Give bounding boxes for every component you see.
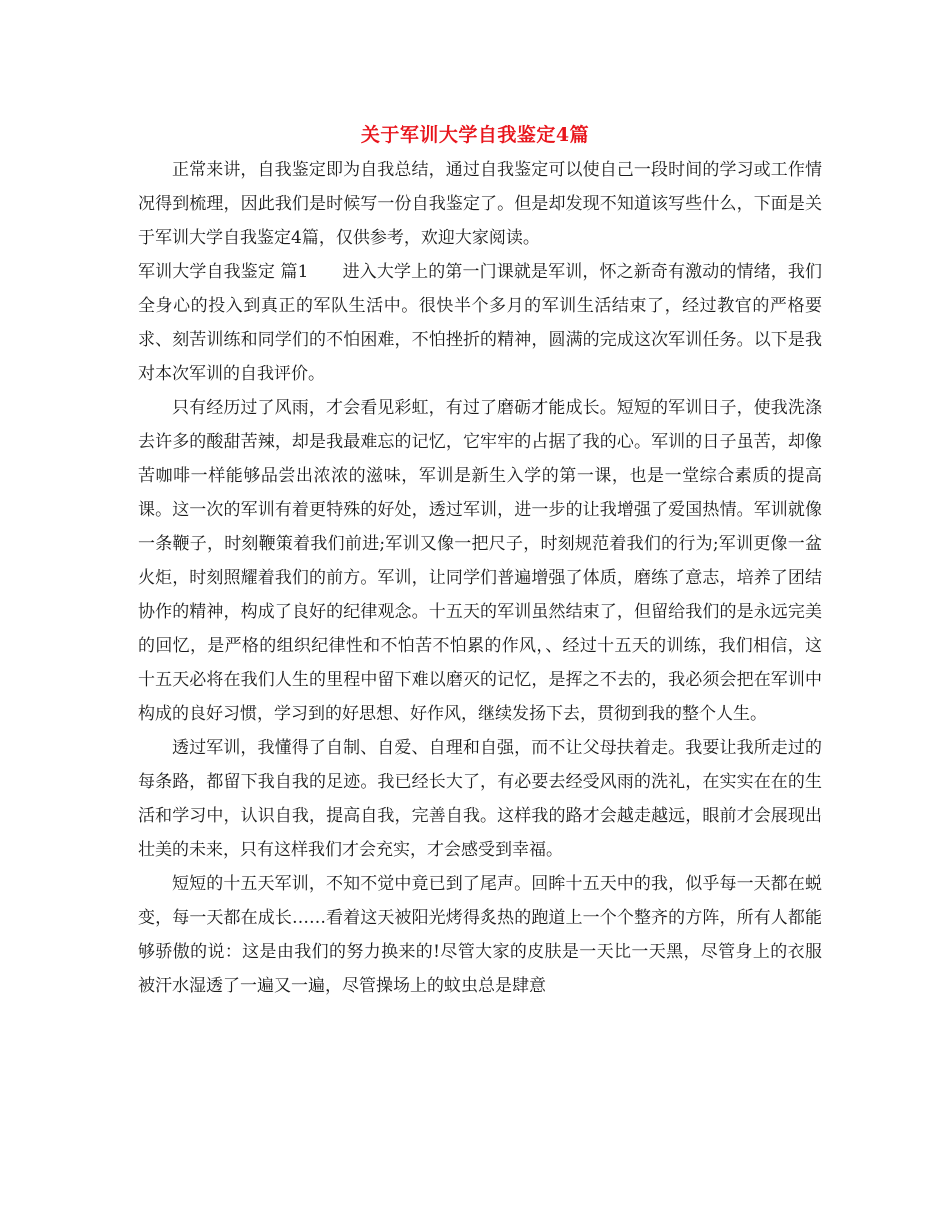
body-paragraph-2: 只有经历过了风雨，才会看见彩虹，有过了磨砺才能成长。短短的军训日子，使我洗涤去许多的酸甜苦辣，却是我最难忘的记忆，它牢牢的占据了我的心。军训的日子虽苦，却像苦咖啡一样能够品尝出浓浓的滋味，军训是新生入学的第一课，也是一堂综合素质的提高课。这一次的军训有着更特殊的好处，透过军训，进一步的让我增强了爱国热情。军训就像一条鞭子，时刻鞭策着我们前进;军训又像一把尺子，时刻规范着我们的行为;军训更像一盆火炬，时刻照耀着我们的前方。军训，让同学们普遍增强了体质，磨练了意志，培养了团结协作的精神，构成了良好的纪律观念。十五天的军训虽然结束了，但留给我们的是永远完美的回忆，是严格的组织纪律性和不怕苦不怕累的作风，、经过十五天的训练，我们相信，这十五天必将在我们人生的里程中留下难以磨灭的记忆，是挥之不去的，我必须会把在军训中构成的良好习惯，学习到的好思想、好作风，继续发扬下去，贯彻到我的整个人生。 — [138, 398, 822, 724]
document-title: 关于军训大学自我鉴定4篇 — [360, 124, 590, 146]
document-body — [138, 153, 822, 1003]
intro-paragraph: 正常来讲，自我鉴定即为自我总结，通过自我鉴定可以使自己一段时间的学习或工作情况得到梳理，因此我们是时候写一份自我鉴定了。但是却发现不知道该写些什么，下面是关于军训大学自我鉴定4篇，仅供参考，欢迎大家阅读。 — [138, 160, 822, 248]
body-paragraph-3: 透过军训，我懂得了自制、自爱、自理和自强，而不让父母扶着走。我要让我所走过的每条路，都留下我自我的足迹。我已经长大了，有必要去经受风雨的洗礼，在实实在在的生活和学习中，认识自我，提高自我，完善自我。这样我的路才会越走越远，眼前才会展现出壮美的未来，只有这样我们才会充实，才会感受到幸福。 — [138, 738, 822, 860]
section-heading-paragraph — [138, 255, 822, 391]
section-label: 军训大学自我鉴定 篇1 — [138, 262, 309, 282]
section-first-text: 进入大学上的第一门课就是军训，怀之新奇有激动的情绪，我们全身心的投入到真正的军队生活中。很快半个多月的军训生活结束了，经过教官的严格要求、刻苦训练和同学们的不怕困难，不怕挫折的精神，圆满的完成这次军训任务。以下是我对本次军训的自我评价。 — [138, 262, 822, 384]
body-paragraph-4: 短短的十五天军训，不知不觉中竟已到了尾声。回眸十五天中的我，似乎每一天都在蜕变，每一天都在成长……看着这天被阳光烤得炙热的跑道上一个个整齐的方阵，所有人都能够骄傲的说：这是由我们的努力换来的!尽管大家的皮肤是一天比一天黑，尽管身上的衣服被汗水湿透了一遍又一遍，尽管操场上的蚊虫总是肆意 — [138, 874, 822, 996]
